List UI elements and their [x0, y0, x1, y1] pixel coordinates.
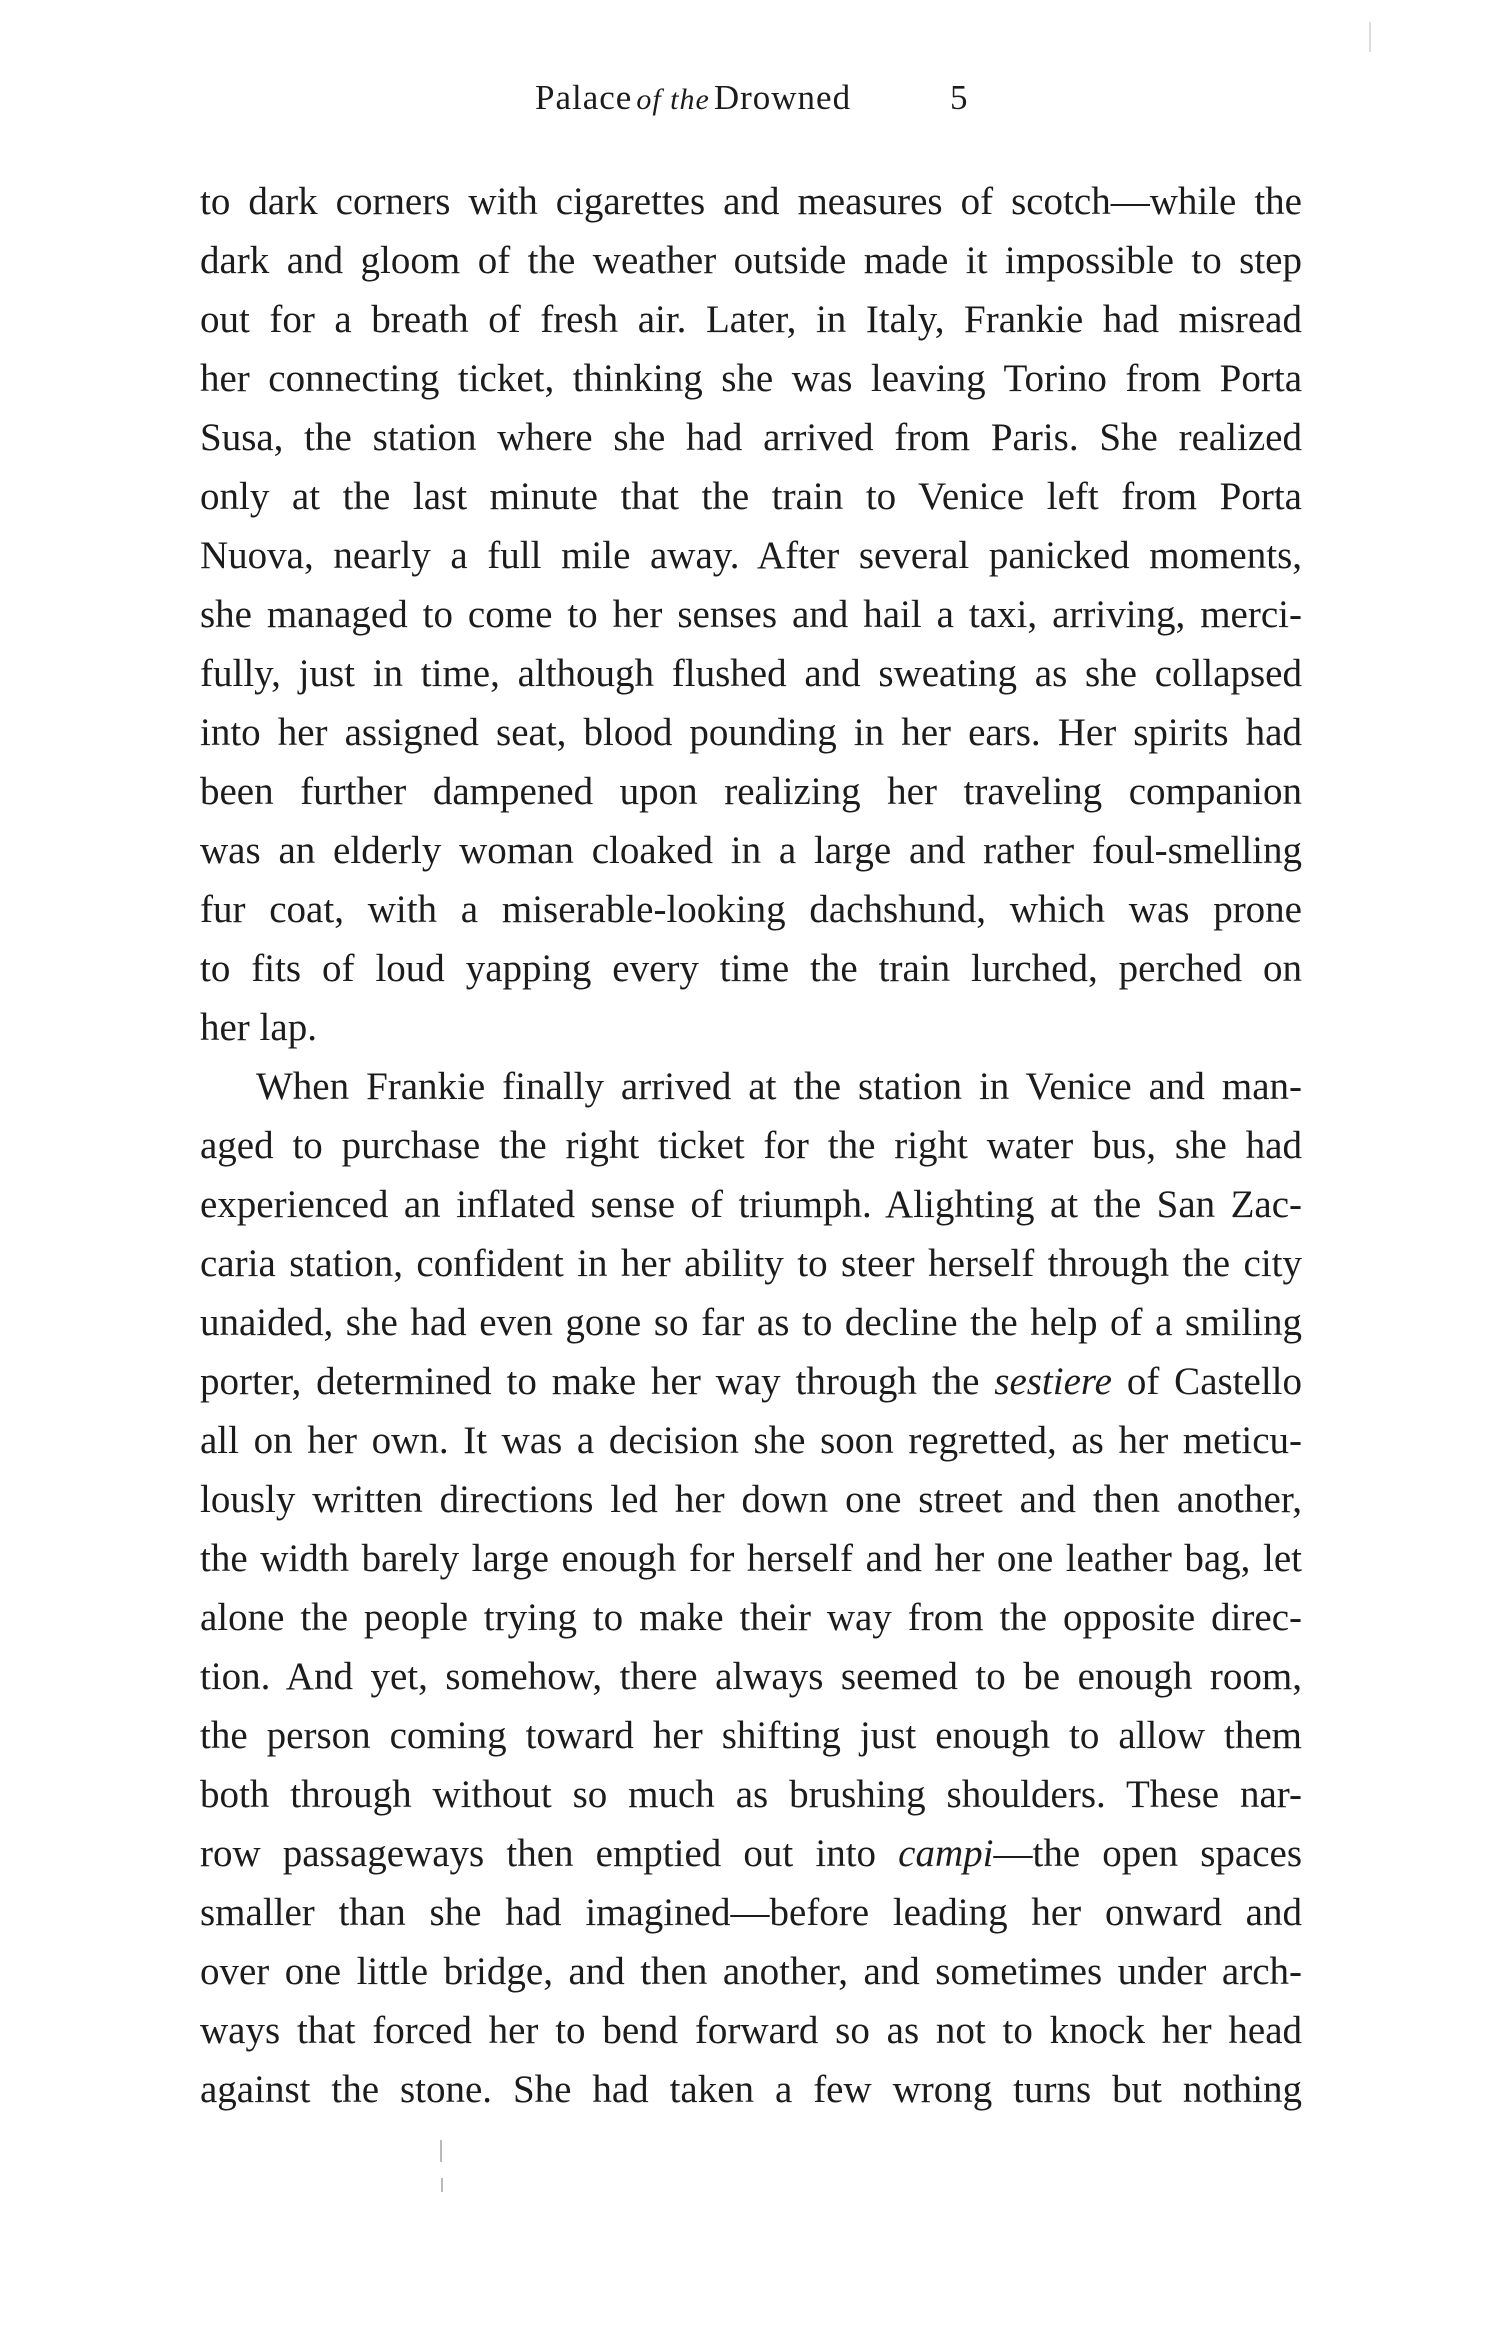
text-line: When Frankie finally arrived at the station in Venice and man- — [256, 1065, 1302, 1108]
text-segment: row passageways then emptied out into — [200, 1832, 899, 1875]
text-line: lously written directions led her down one street and then another, — [200, 1478, 1302, 1521]
paragraph-1 — [200, 172, 1302, 1057]
text-line: fully, just in time, although flushed and sweating as she collapsed — [200, 652, 1302, 695]
text-line: aged to purchase the right ticket for the right water bus, she had — [200, 1124, 1302, 1167]
text-line: alone the people trying to make their way from the opposite direc- — [200, 1596, 1302, 1639]
text-line — [200, 1824, 1302, 1883]
scan-artifact — [1369, 22, 1371, 52]
text-line: experienced an inflated sense of triumph. Alighting at the San Zac- — [200, 1183, 1302, 1226]
page-number: 5 — [950, 78, 969, 117]
text-line: been further dampened upon realizing her traveling companion — [200, 770, 1302, 813]
text-line: Nuova, nearly a full mile away. After several panicked moments, — [200, 534, 1302, 577]
text-line: all on her own. It was a decision she soon regretted, as her meticu- — [200, 1419, 1302, 1462]
running-head — [0, 78, 1500, 138]
italic-term-campi: campi — [898, 1832, 994, 1875]
text-line: out for a breath of fresh air. Later, in Italy, Frankie had misread — [200, 298, 1302, 341]
text-line: the person coming toward her shifting just enough to allow them — [200, 1714, 1302, 1757]
text-line: was an elderly woman cloaked in a large and rather foul-smelling — [200, 829, 1302, 872]
text-line: only at the last minute that the train to Venice left from Porta — [200, 475, 1302, 518]
text-line: fur coat, with a miserable-looking dachshund, which was prone — [200, 888, 1302, 931]
text-line: dark and gloom of the weather outside made it impossible to step — [200, 239, 1302, 282]
text-line: tion. And yet, somehow, there always seemed to be enough room, — [200, 1655, 1302, 1698]
paragraph-2 — [200, 1057, 1302, 2119]
text-line — [200, 1352, 1302, 1411]
text-line: both through without so much as brushing shoulders. These nar- — [200, 1773, 1302, 1816]
text-line: her connecting ticket, thinking she was leaving Torino from Porta — [200, 357, 1302, 400]
title-flourish: of the — [636, 83, 710, 116]
scan-artifact — [441, 2178, 443, 2192]
text-line: Susa, the station where she had arrived from Paris. She realized — [200, 416, 1302, 459]
text-segment: porter, determined to make her way through the — [200, 1360, 995, 1403]
text-segment: of Castello — [1111, 1360, 1303, 1403]
text-line: to fits of loud yapping every time the train lurched, perched on — [200, 947, 1302, 990]
text-line: against the stone. She had taken a few wrong turns but nothing — [200, 2068, 1302, 2111]
text-line: to dark corners with cigarettes and measures of scotch—while the — [200, 180, 1302, 223]
text-line: the width barely large enough for herself and her one leather bag, let — [200, 1537, 1302, 1580]
title-end: Drowned — [713, 78, 852, 117]
italic-term-sestiere: sestiere — [994, 1360, 1112, 1403]
text-line: smaller than she had imagined—before leading her onward and — [200, 1891, 1302, 1934]
text-line: she managed to come to her senses and hail a taxi, arriving, merci- — [200, 593, 1302, 636]
body-text — [200, 172, 1302, 2119]
text-line: ways that forced her to bend forward so as not to knock her head — [200, 2009, 1302, 2052]
text-line: caria station, confident in her ability to steer herself through the city — [200, 1242, 1302, 1285]
title-start: Palace — [535, 78, 633, 117]
text-line: into her assigned seat, blood pounding in her ears. Her spirits had — [200, 711, 1302, 754]
text-line: her lap. — [200, 1006, 317, 1049]
text-line: over one little bridge, and then another, and sometimes under arch- — [200, 1950, 1302, 1993]
text-segment: —the open spaces — [993, 1832, 1302, 1875]
text-line: unaided, she had even gone so far as to decline the help of a smiling — [200, 1301, 1302, 1344]
scan-artifact — [440, 2140, 442, 2162]
running-head-title — [535, 78, 851, 118]
